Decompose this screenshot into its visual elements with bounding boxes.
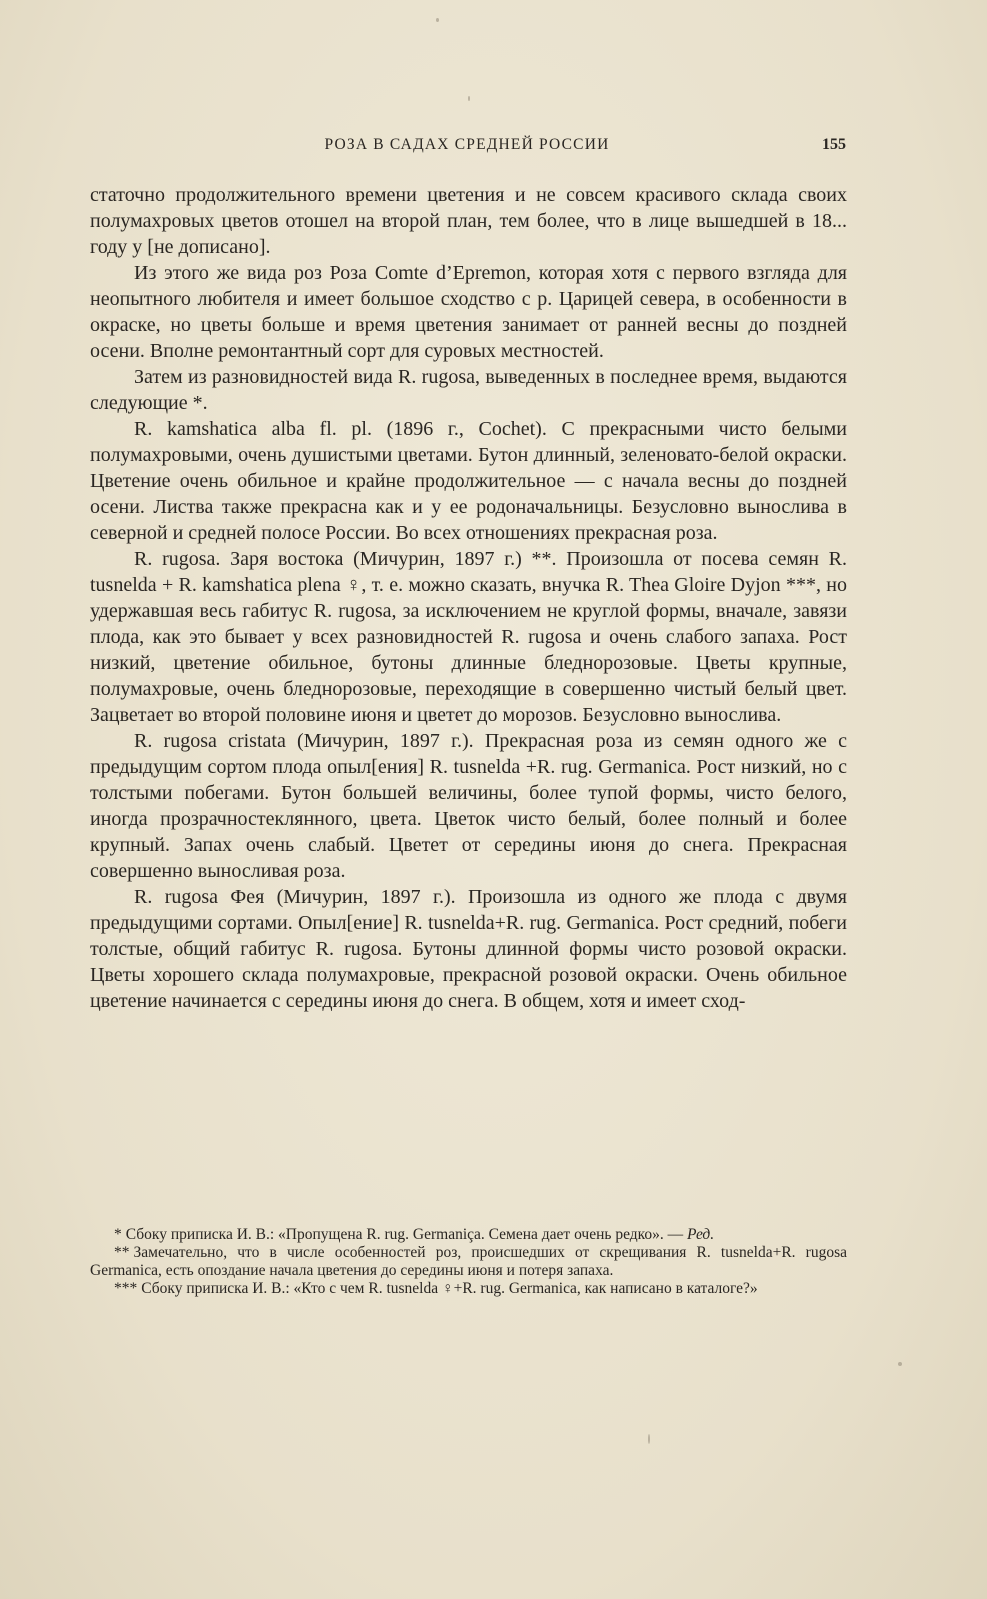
paragraph: R. rugosa. Заря востока (Мичурин, 1897 г.) **. Произошла от посева семян R. tusnelda + R. kamshatica plena ♀, т. е. можно сказать, внучка R. Thea Gloire Dyjon ***, но удержавшая весь габитус R. rugosa, за исключением не круглой формы, вначале, завязи плода, как это бывает у всех разновидностей R. rugosa и очень слабого запаха. Рост низкий, цветение обильное, бутоны длинные бледнорозовые. Цветы крупные, полумахровые, очень бледнорозовые, переходящие в совершенно чистый белый цвет. Зацветает во второй половине июня и цветет до морозов. Безусловно вынослива. (90, 548, 847, 726)
footnotes (90, 1226, 847, 1298)
paragraph: R. rugosa cristata (Мичурин, 1897 г.). Прекрасная роза из семян одного же с предыдущим сортом плода опыл[ения] R. tusnelda +R. rug. Germanica. Рост низкий, но с толстыми побегами. Бутон большей величины, более тупой формы, чисто белого, иногда прозрачностеклянного, цвета. Цветок чисто белый, более полный и более крупный. Запах очень слабый. Цветет от середины июня до снега. Прекрасная совершенно выносливая роза. (90, 730, 847, 882)
footnote-text: Сбоку приписка И. В.: «Пропущена R. rug. Germaniça. Семена дает очень редко». — (125, 1226, 684, 1243)
paragraph: статочно продолжительного времени цветения и не совсем красивого склада своих полумахровых цветов отошел на второй план, тем более, что в лице вышедшей в 18... году у [не дописано]. (90, 184, 847, 258)
footnote-marker: *** (114, 1280, 138, 1297)
paragraph: R. kamshatica alba fl. pl. (1896 г., Cochet). С прекрасными чисто белыми полумахровыми, очень душистыми цветами. Бутон длинный, зеленовато-белой окраски. Цветение очень обильное и крайне продолжительное — с начала весны до поздней осени. Листва также прекрасна как и у ее родоначальницы. Безусловно вынослива в северной и средней полосе России. Во всех отношениях прекрасная роза. (90, 418, 847, 544)
footnote (90, 1280, 847, 1298)
main-text (90, 182, 847, 1014)
paper-speck (468, 96, 470, 101)
paper-speck (648, 1434, 650, 1444)
paragraph: Из этого же вида роз Роза Comte d’Epremon, которая хотя с первого взгляда для неопытного любителя и имеет большое сходство с р. Царицей севера, в особенности в окраске, но цветы больше и время цветения занимает от ранней весны до поздней осени. Вполне ремонтантный сорт для суровых местностей. (90, 262, 847, 362)
paper-speck (436, 18, 439, 22)
paper-speck (898, 1362, 902, 1366)
footnote-marker: ** (114, 1244, 130, 1261)
footnote-editor-note: Ред. (687, 1226, 715, 1243)
footnote-text: Сбоку приписка И. В.: «Кто с чем R. tusnelda ♀+R. rug. Germanica, как написано в каталоге?» (141, 1280, 758, 1297)
page-number: 155 (822, 136, 846, 153)
running-head: РОЗА В САДАХ СРЕДНЕЙ РОССИИ (324, 136, 610, 153)
footnote (90, 1244, 847, 1280)
footnote-text: Замечательно, что в числе особенностей роз, происшедших от скрещивания R. tusnelda+R. rugosa Germanica, есть опоздание начала цветения до середины июня и потеря запаха. (90, 1244, 847, 1279)
paragraph: R. rugosa Фея (Мичурин, 1897 г.). Произошла из одного же плода с двумя предыдущими сортами. Опыл[ение] R. tusnelda+R. rug. Germanica. Рост средний, побеги толстые, общий габитус R. rugosa. Бутоны длинной формы чисто розовой окраски. Цветы хорошего склада полумахровые, прекрасной розовой окраски. Очень обильное цветение начинается с середины июня до снега. В общем, хотя и имеет сход- (90, 886, 847, 1012)
footnote-marker: * (114, 1226, 122, 1243)
footnote (90, 1226, 847, 1244)
paragraph: Затем из разновидностей вида R. rugosa, выведенных в последнее время, выдаются следующие *. (90, 366, 847, 414)
page-header (88, 136, 846, 158)
